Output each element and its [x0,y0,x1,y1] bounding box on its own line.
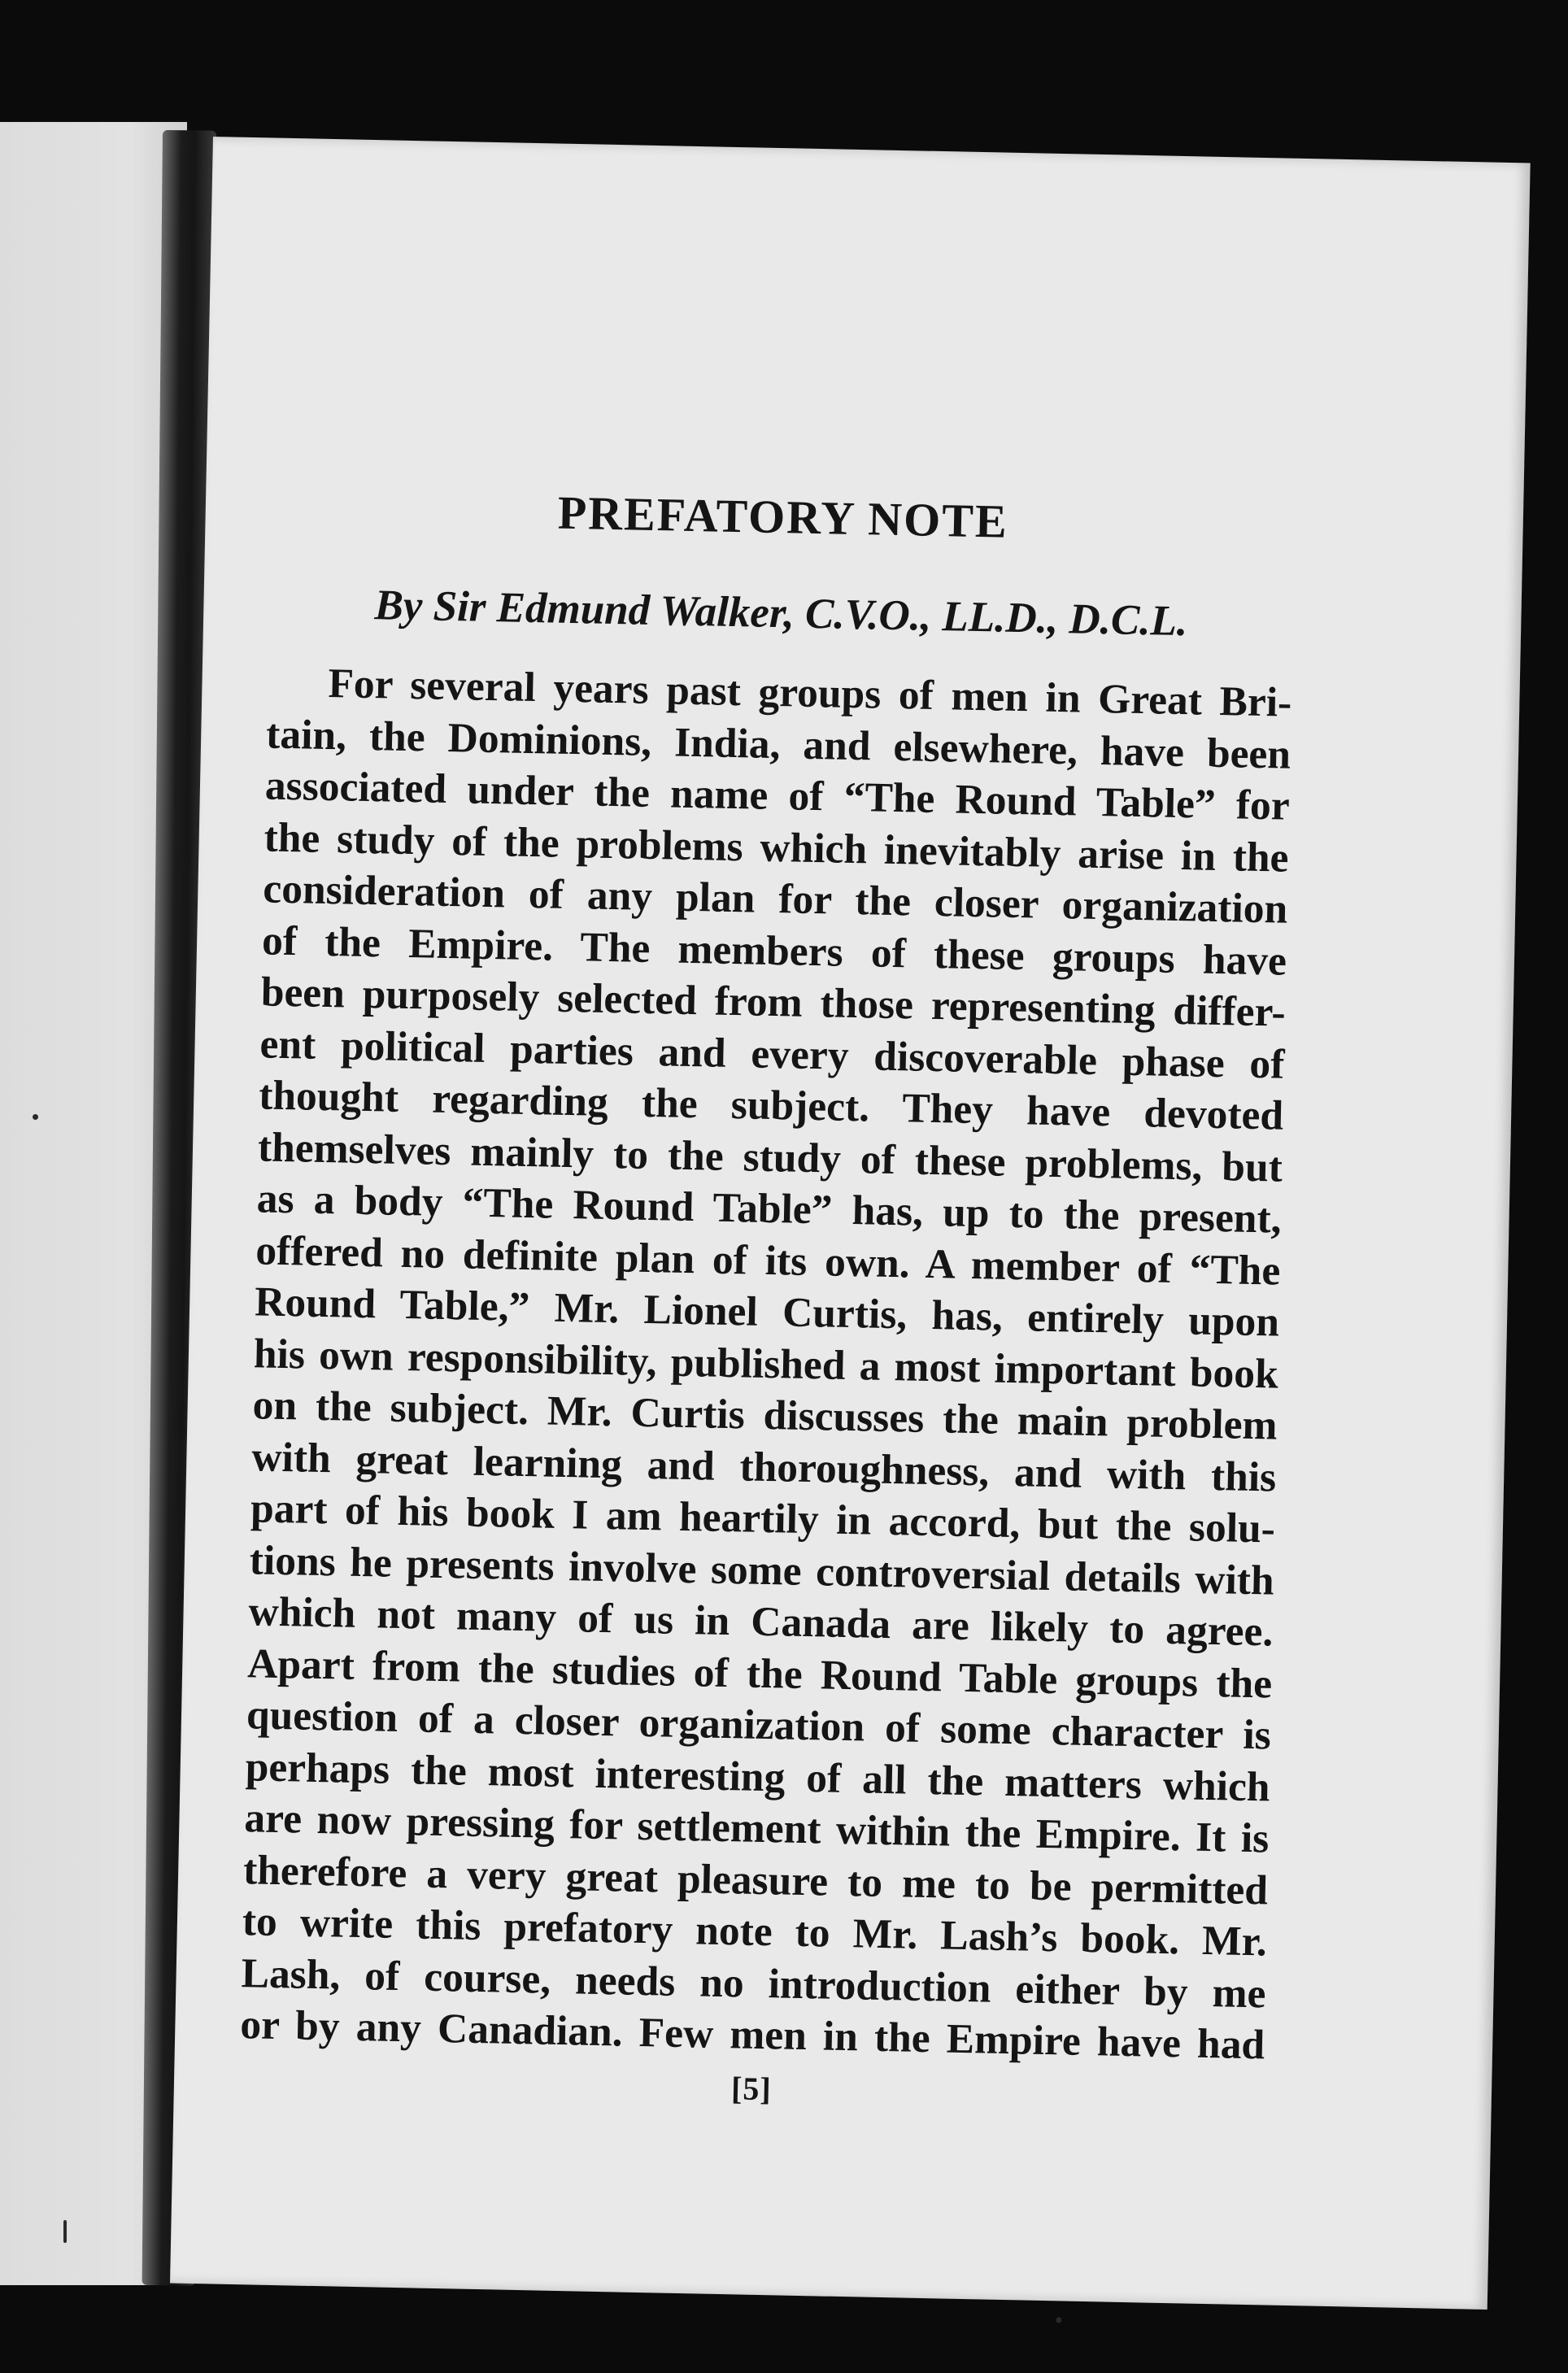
body-line: Apart from the studies of the Round Table groups the [246,1639,1273,1708]
body-line: therefore a very great pleasure to me to be permitted [242,1846,1269,1914]
body-line: thought regarding the subject. They have devoted [258,1072,1284,1139]
body-line: offered no definite plan of its own. A member of “The [255,1226,1281,1295]
body-line: Lash, of course, needs no introduction either by me [241,1949,1267,2017]
body-paragraph [240,656,1292,2070]
body-line: on the subject. Mr. Curtis discusses the main problem [252,1382,1278,1449]
author-byline: By Sir Edmund Walker, C.V.O., LL.D., D.C.L. [373,581,1188,646]
body-line: with great learning and thoroughness, and with this [250,1433,1277,1501]
body-line: perhaps the most interesting of all the matters which [245,1743,1271,1810]
body-line: consideration of any plan for the closer organization [262,865,1288,933]
body-line: question of a closer organization of some character is [246,1692,1272,1759]
scan-speck [1056,2317,1061,2323]
scan-speck [33,1114,38,1120]
book-page [170,137,1531,2310]
scan-speck [63,2220,67,2243]
body-line: Round Table,” Mr. Lionel Curtis, has, entirely upon [254,1278,1280,1346]
page-number: [5] [730,2069,773,2107]
body-line: to write this prefatory note to Mr. Lash’s book. Mr. [242,1898,1268,1966]
body-line: associated under the name of “The Round Table” for [264,762,1291,829]
body-line: ent political parties and every discoverable phase of [259,1020,1285,1088]
page-text-block [239,480,1296,2118]
body-line: tions he presents involve some controversial details with [249,1536,1275,1604]
body-line: been purposely selected from those representing differ- [260,969,1287,1036]
body-line: of the Empire. The members of these groups have [261,917,1287,985]
body-line: part of his book I am heartily in accord, but the solu- [250,1485,1276,1552]
body-line: are now pressing for settlement within the Empire. It is [243,1795,1270,1862]
body-line: which not many of us in Canada are likely to agree. [248,1588,1274,1656]
page-title: PREFATORY NOTE [557,485,1009,548]
body-line: as a body “The Round Table” has, up to the present, [256,1175,1283,1243]
body-line: or by any Canadian. Few men in the Empire have had [239,2001,1265,2069]
body-line: tain, the Dominions, India, and elsewhere, have been [265,710,1291,778]
body-line: themselves mainly to the study of these problems, but [257,1123,1283,1191]
body-line: the study of the problems which inevitably arise in the [264,813,1290,882]
body-line: For several years past groups of men in Great Bri- [327,660,1292,726]
body-line: his own responsibility, published a most important book [253,1330,1279,1398]
